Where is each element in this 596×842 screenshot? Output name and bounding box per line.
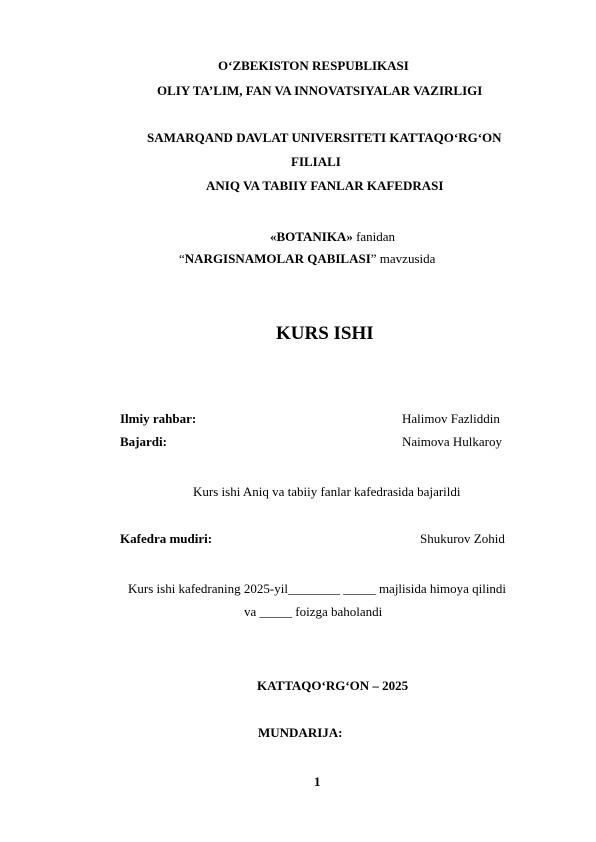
supervisor-label: Ilmiy rahbar: — [120, 411, 197, 426]
completed-note: Kurs ishi Aniq va tabiiy fanlar kafedrasida bajarildi — [193, 484, 461, 499]
head-label: Kafedra mudiri: — [120, 531, 213, 546]
topic-name: NARGISNAMOLAR QABILASI — [184, 251, 371, 266]
topic-line — [179, 251, 435, 267]
ministry-heading: OLIY TA’LIM, FAN VA INNOVATSIYALAR VAZIRLIGI — [157, 83, 483, 98]
topic-open-quote: “ — [179, 251, 185, 266]
contents-heading: MUNDARIJA: — [258, 725, 343, 740]
author-name: Naimova Hulkaroy — [402, 434, 503, 449]
document-title: KURS ISHI — [276, 323, 374, 344]
university-heading-line2: FILIALI — [291, 154, 341, 169]
topic-close: ” mavzusida — [370, 251, 436, 266]
subject-line — [270, 229, 395, 245]
author-label: Bajardi: — [120, 434, 167, 449]
defense-line2: va _____ foizga baholandi — [244, 604, 383, 619]
supervisor-name: Halimov Fazliddin — [402, 411, 500, 426]
department-heading: ANIQ VA TABIIY FANLAR KAFEDRASI — [206, 178, 444, 193]
place-year: KATTAQO‘RG‘ON – 2025 — [257, 678, 409, 693]
country-heading: O‘ZBEKISTON RESPUBLIKASI — [218, 58, 409, 73]
subject-suffix: fanidan — [352, 229, 396, 244]
university-heading-line1: SAMARQAND DAVLAT UNIVERSITETI KATTAQO‘RG‘ON — [147, 130, 502, 145]
page-number: 1 — [314, 774, 321, 789]
defense-line1: Kurs ishi kafedraning 2025-yil________ _____ majlisida himoya qilindi — [128, 581, 507, 596]
head-name: Shukurov Zohid — [420, 531, 505, 546]
subject-name: «BOTANIKA» — [270, 229, 353, 244]
